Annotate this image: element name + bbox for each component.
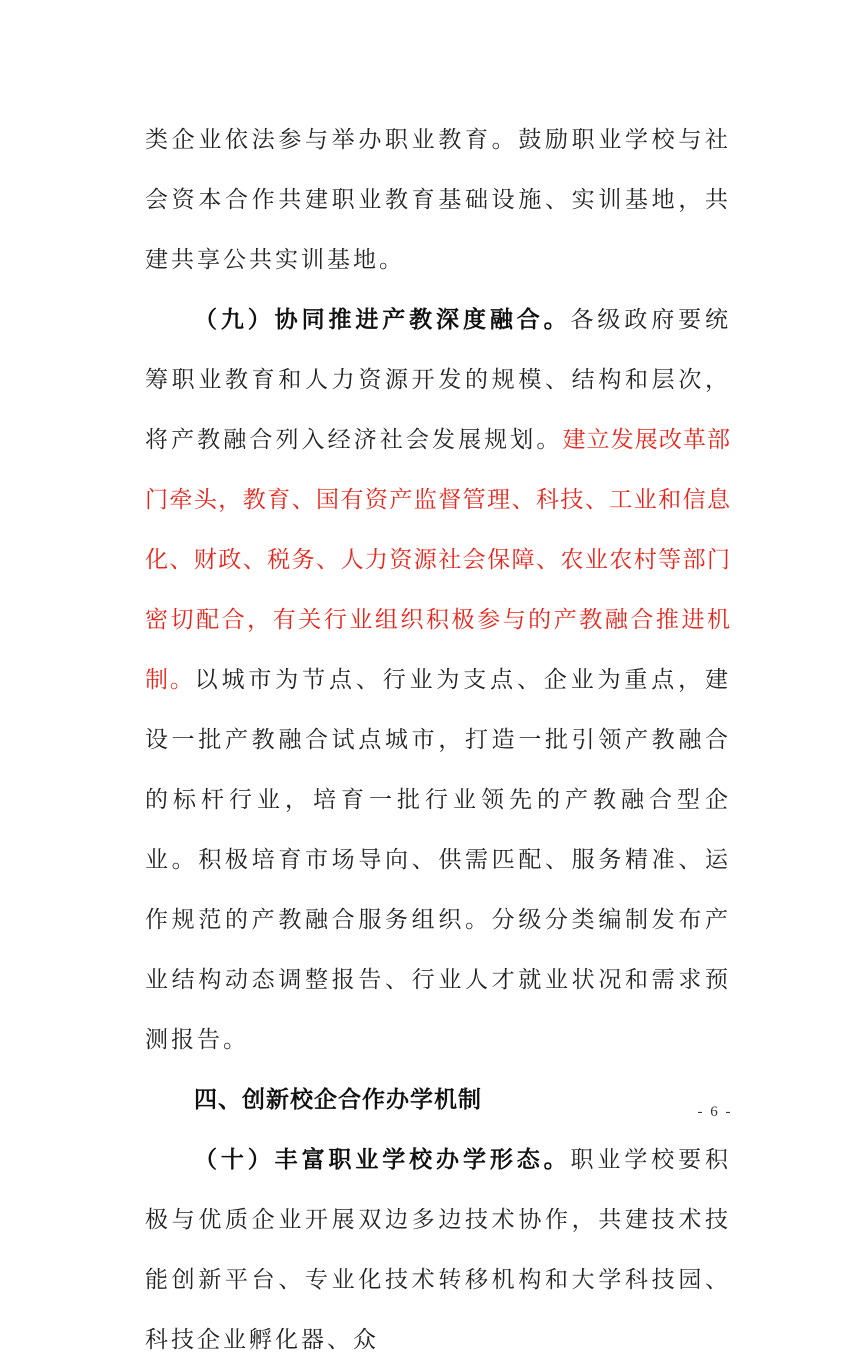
section-heading: 四、创新校企合作办学机制: [194, 1087, 482, 1113]
item-10-text: 职业学校要积极与优质企业开展双边多边技术协作，共建技术技能创新平台、专业化技术转移机构和大学科技园、科技企业孵化器、众: [145, 1147, 732, 1353]
paragraph-item-10: [145, 1130, 731, 1370]
paragraph-item-9: [145, 290, 731, 1070]
paragraph-text: 类企业依法参与举办职业教育。鼓励职业学校与社会资本合作共建职业教育基础设施、实训基地，共建共享公共实训基地。: [145, 127, 731, 273]
item-9-text: 各级政府要统筹职业教育和人力资源开发的规模、结构和层次，将产教融合列入经济社会发展规划。: [145, 307, 732, 453]
document-body: [145, 110, 731, 1370]
paragraph-continuation: [145, 110, 731, 290]
item-9-label: （九）协同推进产教深度融合。: [194, 306, 571, 333]
item-9-highlighted-text: 建立发展改革部门牵头，教育、国有资产监督管理、科技、工业和信息化、财政、税务、人力资源社会保障、农业农村等部门密切配合，有关行业组织积极参与的产教融合推进机制。: [145, 427, 732, 693]
item-9-text-continued: 以城市为节点、行业为支点、企业为重点，建设一批产教融合试点城市，打造一批引领产教融合的标杆行业，培育一批行业领先的产教融合型企业。积极培育市场导向、供需匹配、服务精准、运作规范的产教融合服务组织。分级分类编制发布产业结构动态调整报告、行业人才就业状况和需求预测报告。: [145, 667, 732, 1053]
page-number: - 6 -: [697, 1104, 733, 1120]
item-10-label: （十）丰富职业学校办学形态。: [194, 1146, 571, 1173]
